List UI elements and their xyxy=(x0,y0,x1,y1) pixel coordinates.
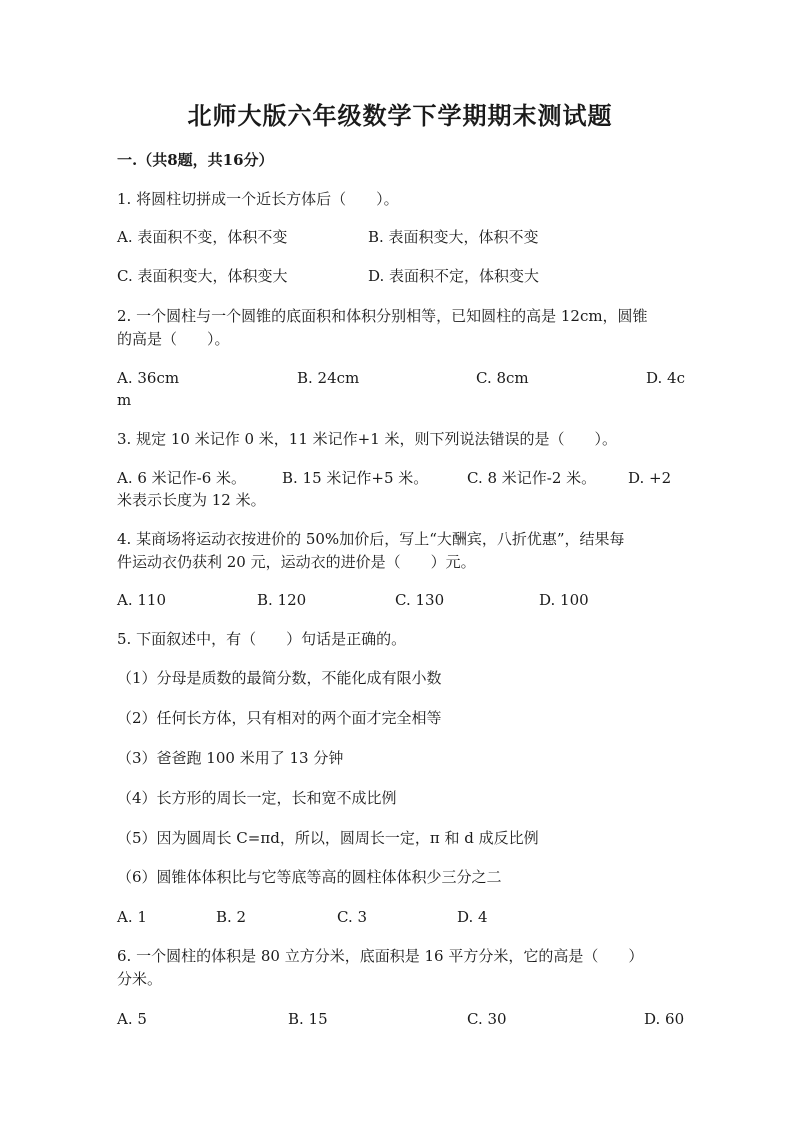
question-5-statement-6: （6）圆锥体体积比与它等底等高的圆柱体体积少三分之二 xyxy=(117,868,502,886)
question-3-option-c: C. 8 米记作-2 米。 xyxy=(467,469,597,487)
question-4-option-a: A. 110 xyxy=(117,591,166,609)
question-4-stem-line-1: 4. 某商场将运动衣按进价的 50%加价后，写上“大酬宾，八折优惠”，结果每 xyxy=(117,530,625,548)
question-4-option-d: D. 100 xyxy=(539,591,589,609)
question-1-option-c: C. 表面积变大，体积变大 xyxy=(117,267,288,285)
question-6-stem-line-2: 分米。 xyxy=(117,970,163,988)
question-5-statement-1: （1）分母是质数的最简分数，不能化成有限小数 xyxy=(117,669,442,687)
question-1-stem: 1. 将圆柱切拼成一个近长方体后（ ）。 xyxy=(117,190,399,208)
question-6-option-a: A. 5 xyxy=(117,1010,147,1028)
question-3-option-wrap: 米表示长度为 12 米。 xyxy=(117,491,266,509)
question-2-option-a: A. 36cm xyxy=(117,369,180,387)
question-4-stem-line-2: 件运动衣仍获利 20 元，运动衣的进价是（ ）元。 xyxy=(117,553,476,571)
question-2-option-b: B. 24cm xyxy=(297,369,360,387)
question-4-option-c: C. 130 xyxy=(395,591,445,609)
question-5-statement-5: （5）因为圆周长 C=πd，所以，圆周长一定，π 和 d 成反比例 xyxy=(117,829,539,847)
question-1-option-b: B. 表面积变大，体积不变 xyxy=(368,228,539,246)
question-2-stem-line-1: 2. 一个圆柱与一个圆锥的底面积和体积分别相等，已知圆柱的高是 12cm，圆锥 xyxy=(117,307,648,325)
question-2-stem-line-2: 的高是（ ）。 xyxy=(117,330,230,348)
question-5-statement-3: （3）爸爸跑 100 米用了 13 分钟 xyxy=(117,749,344,767)
question-3-option-d: D. +2 xyxy=(628,469,672,487)
question-4-option-b: B. 120 xyxy=(257,591,307,609)
question-6-stem-line-1: 6. 一个圆柱的体积是 80 立方分米，底面积是 16 平方分米，它的高是（ ） xyxy=(117,947,644,965)
question-5-statement-2: （2）任何长方体，只有相对的两个面才完全相等 xyxy=(117,709,442,727)
question-2-option-d: D. 4c xyxy=(646,369,685,387)
question-3-stem: 3. 规定 10 米记作 0 米，11 米记作+1 米，则下列说法错误的是（ ）。 xyxy=(117,430,618,448)
question-3-option-a: A. 6 米记作-6 米。 xyxy=(117,469,247,487)
question-1-option-d: D. 表面积不定，体积变大 xyxy=(368,267,540,285)
section-heading: 一.（共8题，共16分） xyxy=(117,151,274,169)
question-2-option-wrap: m xyxy=(117,391,132,409)
question-6-option-b: B. 15 xyxy=(288,1010,328,1028)
exam-title: 北师大版六年级数学下学期期末测试题 xyxy=(187,101,613,130)
question-6-option-d: D. 60 xyxy=(644,1010,685,1028)
question-6-option-c: C. 30 xyxy=(467,1010,507,1028)
question-5-stem: 5. 下面叙述中，有（ ）句话是正确的。 xyxy=(117,630,407,648)
question-5-option-a: A. 1 xyxy=(117,908,147,926)
question-5-statement-4: （4）长方形的周长一定，长和宽不成比例 xyxy=(117,789,397,807)
question-5-option-c: C. 3 xyxy=(337,908,368,926)
question-5-option-b: B. 2 xyxy=(216,908,247,926)
question-5-option-d: D. 4 xyxy=(457,908,488,926)
question-3-option-b: B. 15 米记作+5 米。 xyxy=(282,469,429,487)
question-2-option-c: C. 8cm xyxy=(476,369,529,387)
question-1-option-a: A. 表面积不变，体积不变 xyxy=(117,228,288,246)
